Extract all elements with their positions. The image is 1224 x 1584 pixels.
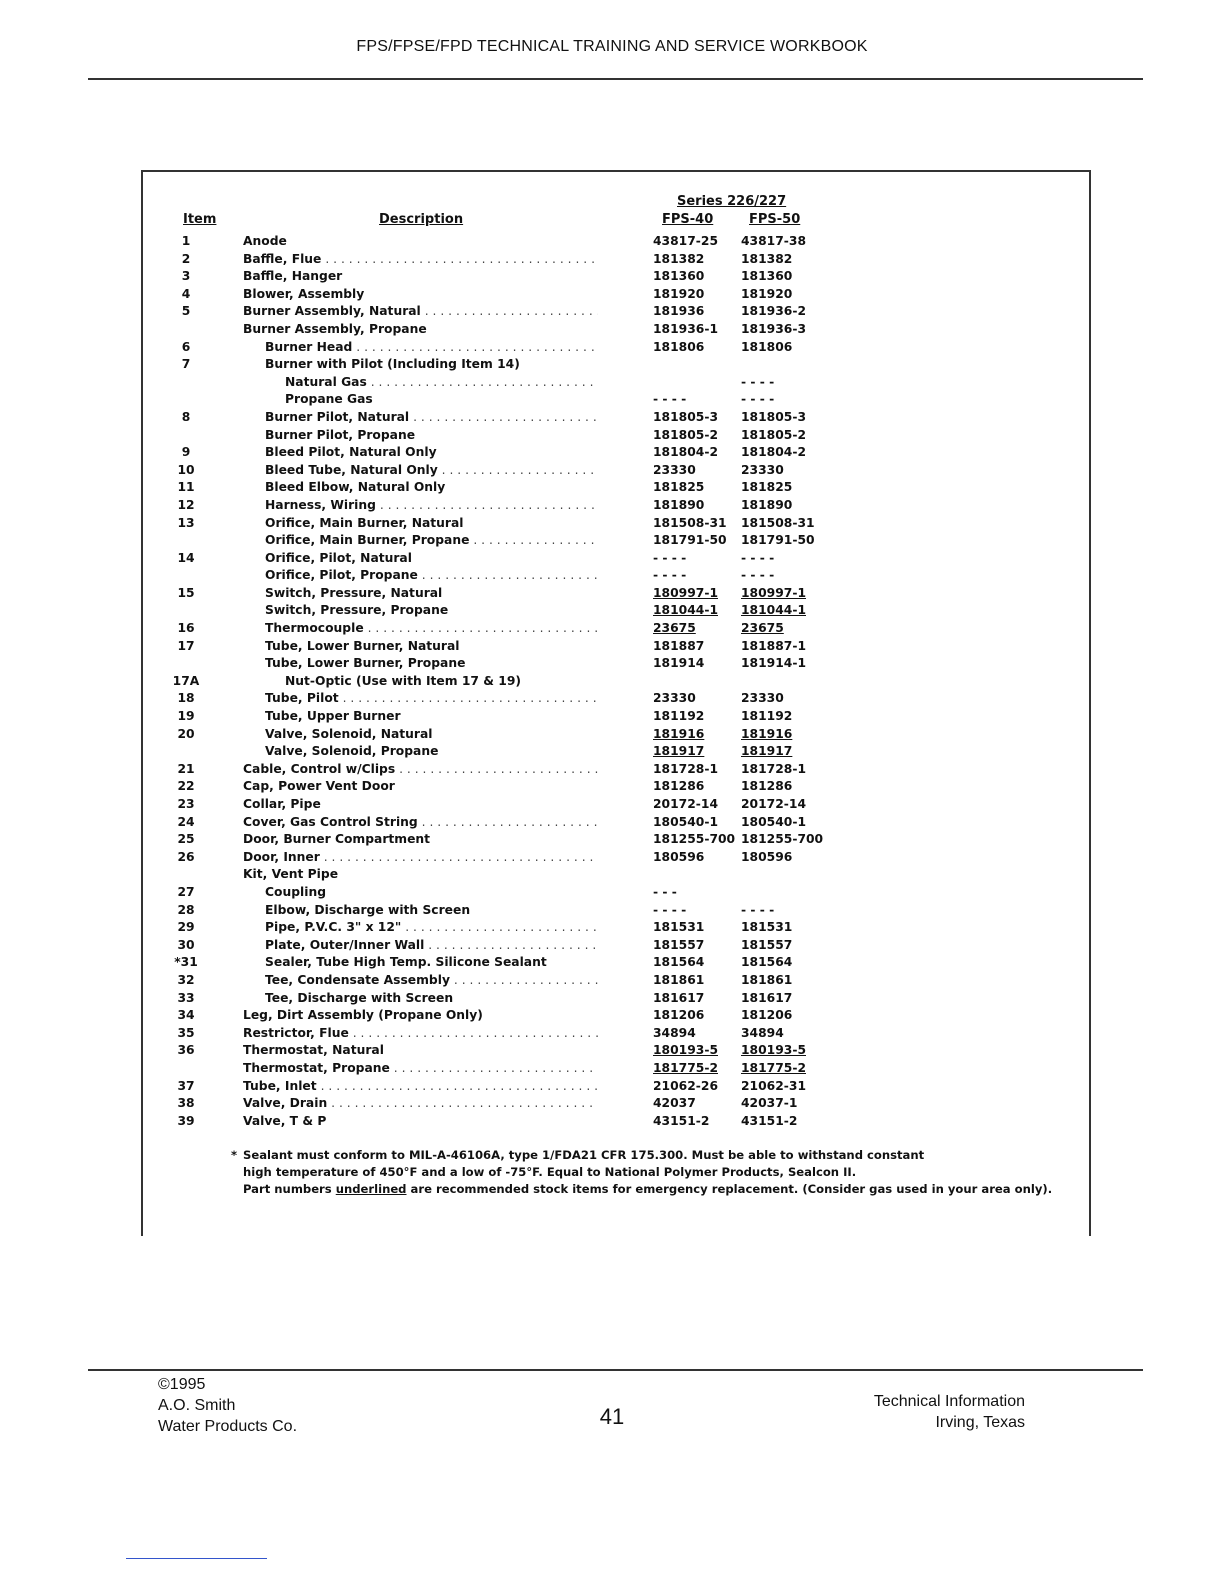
part-description: Tee, Condensate Assembly . . . (265, 972, 598, 990)
fps50-part-number: 181887-1 (741, 638, 806, 653)
footer-rule (88, 1369, 1143, 1371)
part-description: Orifice, Main Burner, Propane . . . (265, 532, 598, 550)
parts-row (143, 937, 1089, 955)
fps40-part-number: 20172-14 (653, 797, 718, 811)
fps40-part-number: 181791-50 (653, 533, 727, 548)
parts-row (143, 233, 1089, 251)
fps40-part-number: 181508-31 (653, 515, 727, 530)
item-number: 9 (181, 445, 191, 460)
fps40-part-number: 181255-700 (653, 832, 736, 847)
column-header-description: Description (379, 212, 464, 227)
parts-row (143, 831, 1089, 849)
part-description: Orifice, Pilot, Natural (265, 550, 412, 565)
parts-row (143, 778, 1089, 796)
fps40-part-number: 181044-1 (653, 603, 718, 618)
fps50-part-number: 181531 (741, 920, 793, 935)
item-number: 28 (177, 902, 195, 917)
stock-note-underlined-word: underlined (335, 1182, 407, 1196)
running-header: FPS/FPSE/FPD TECHNICAL TRAINING AND SERVICE WORKBOOK (356, 38, 868, 55)
part-description: Nut-Optic (Use with Item 17 & 19) (285, 673, 522, 688)
part-description: Burner Assembly, Natural . . . (243, 303, 598, 321)
parts-row (143, 884, 1089, 902)
part-description: Switch, Pressure, Natural (265, 585, 443, 600)
part-description: Valve, Drain . . . (243, 1095, 598, 1113)
fps50-part-number: 181286 (741, 779, 793, 794)
fps40-part-number: 181360 (653, 269, 705, 284)
fps50-part-number: 181805-3 (741, 409, 806, 424)
parts-row (143, 814, 1089, 832)
item-number: 2 (181, 251, 191, 266)
header-rule (88, 78, 1143, 80)
fps40-part-number: 181617 (653, 990, 705, 1005)
stock-note-suffix: are recommended stock items for emergency replacement. (Consider gas used in your area only). (410, 1182, 1053, 1196)
parts-row (143, 655, 1089, 673)
fps40-part-number: - - - - (653, 568, 687, 583)
item-number: 18 (177, 691, 195, 706)
fps40-part-number: 23330 (653, 691, 696, 706)
item-number: 10 (177, 462, 195, 477)
copyright: ©1995 (158, 1376, 206, 1393)
item-number: 24 (177, 814, 195, 829)
part-description: Valve, Solenoid, Propane (265, 744, 439, 759)
fps40-part-number: - - - - (653, 392, 687, 407)
fps40-part-number: 181775-2 (653, 1060, 718, 1075)
note-asterisk: * (231, 1148, 238, 1162)
item-number: 29 (177, 920, 195, 935)
fps40-part-number: 181916 (653, 726, 705, 741)
fps40-part-number: - - - (653, 884, 677, 899)
item-number: 3 (181, 269, 191, 284)
parts-row (143, 462, 1089, 480)
fps50-part-number: 181564 (741, 955, 793, 970)
fps40-part-number: 181887 (653, 638, 705, 653)
parts-row (143, 620, 1089, 638)
parts-row (143, 1113, 1089, 1131)
fps40-part-number: 181890 (653, 497, 705, 512)
fps40-part-number: 181917 (653, 744, 705, 759)
fps50-part-number: 181861 (741, 972, 793, 987)
parts-row (143, 673, 1089, 691)
parts-row (143, 919, 1089, 937)
part-description: Burner Pilot, Natural . . . (265, 409, 598, 427)
fps50-part-number: 181806 (741, 339, 793, 354)
fps50-part-number: 181255-700 (741, 832, 824, 847)
part-description: Propane Gas (285, 392, 373, 407)
fps50-part-number: 181206 (741, 1008, 793, 1023)
fps40-part-number: 181806 (653, 339, 705, 354)
fps40-part-number: 181914 (653, 656, 705, 671)
fps40-part-number: 43151-2 (653, 1113, 710, 1128)
fps40-part-number: 23675 (653, 621, 696, 636)
part-description: Orifice, Pilot, Propane . . . (265, 567, 598, 585)
parts-row (143, 690, 1089, 708)
item-number: 21 (177, 761, 195, 776)
stock-note-prefix: Part numbers (243, 1182, 332, 1196)
column-header-fps50: FPS-50 (749, 212, 801, 227)
fps40-part-number: 180193-5 (653, 1043, 718, 1058)
fps50-part-number: 21062-31 (741, 1078, 806, 1093)
fps50-part-number: 181728-1 (741, 761, 806, 776)
fps50-part-number: 181804-2 (741, 445, 806, 460)
item-number: 7 (181, 357, 191, 372)
part-description: Tube, Lower Burner, Propane (265, 656, 466, 671)
parts-row (143, 1078, 1089, 1096)
item-number: 33 (177, 990, 195, 1005)
parts-row (143, 954, 1089, 972)
fps50-part-number: 181825 (741, 480, 793, 495)
item-number: 14 (177, 550, 195, 565)
fps40-part-number: 181206 (653, 1008, 705, 1023)
fps40-part-number: 23330 (653, 462, 696, 477)
column-header-item: Item (183, 212, 217, 227)
part-description: Sealer, Tube High Temp. Silicone Sealant (265, 955, 547, 970)
part-description: Thermostat, Natural (243, 1043, 384, 1058)
column-header-fps40: FPS-40 (662, 212, 714, 227)
company-name: A.O. Smith (158, 1397, 236, 1414)
part-description: Burner Head . . . (265, 339, 598, 357)
item-number: 39 (177, 1113, 195, 1128)
fps50-part-number: 181917 (741, 744, 793, 759)
parts-row (143, 1025, 1089, 1043)
item-number: 12 (177, 497, 195, 512)
parts-row (143, 409, 1089, 427)
item-number: 22 (177, 779, 195, 794)
parts-row (143, 339, 1089, 357)
part-description: Tube, Lower Burner, Natural (265, 638, 460, 653)
sealant-note-line-2: high temperature of 450°F and a low of -75°F. Equal to National Polymer Products, Sealcon II. (243, 1165, 857, 1179)
fps50-part-number: 180540-1 (741, 814, 806, 829)
fps40-part-number: 180997-1 (653, 585, 718, 600)
part-description: Bleed Tube, Natural Only . . . (265, 462, 598, 480)
fps50-part-number: 42037-1 (741, 1096, 798, 1111)
parts-row (143, 251, 1089, 269)
item-number: 8 (181, 409, 191, 424)
part-description: Blower, Assembly (243, 286, 365, 301)
fps50-part-number: 181360 (741, 269, 793, 284)
fps50-part-number: - - - - (741, 568, 775, 583)
part-description: Pipe, P.V.C. 3" x 12" . . . (265, 919, 598, 937)
part-description: Baffle, Flue . . . (243, 251, 598, 269)
item-number: 13 (177, 515, 195, 530)
footer-right (874, 1391, 1025, 1433)
fps50-part-number: 181914-1 (741, 656, 806, 671)
item-number: 6 (181, 339, 191, 354)
item-number: 16 (177, 621, 195, 636)
part-description: Bleed Elbow, Natural Only (265, 480, 446, 495)
fps40-part-number: 42037 (653, 1096, 696, 1111)
fps40-part-number: 181936 (653, 304, 705, 319)
part-description: Valve, Solenoid, Natural (265, 726, 433, 741)
parts-row (143, 638, 1089, 656)
fps40-part-number: 180596 (653, 849, 705, 864)
item-number: 25 (177, 832, 195, 847)
department: Technical Information (873, 1393, 1025, 1410)
fps40-part-number: 181564 (653, 955, 705, 970)
item-number: 17A (172, 673, 200, 688)
item-number: 23 (177, 797, 195, 811)
fps40-part-number: 43817-25 (653, 234, 718, 248)
fps50-part-number: 181805-2 (741, 427, 806, 442)
parts-row (143, 726, 1089, 744)
part-description: Coupling (265, 884, 327, 899)
parts-row (143, 1095, 1089, 1113)
parts-notes (231, 1147, 1081, 1198)
fps50-part-number: 181791-50 (741, 533, 815, 548)
fps50-part-number: 20172-14 (741, 797, 806, 811)
part-description: Thermocouple . . . (265, 620, 598, 638)
parts-row (143, 585, 1089, 603)
fps50-part-number: 181617 (741, 990, 793, 1005)
fps50-part-number: 181936-3 (741, 321, 806, 336)
fps40-part-number: 181531 (653, 920, 705, 935)
item-number: 1 (181, 234, 191, 248)
fps50-part-number: - - - - (741, 550, 775, 565)
fps40-part-number: 181557 (653, 937, 705, 952)
fps50-part-number: 181916 (741, 726, 793, 741)
fps40-part-number: 21062-26 (653, 1078, 718, 1093)
fps40-part-number: 34894 (653, 1025, 696, 1040)
item-number: 27 (177, 884, 195, 899)
fps50-part-number: 180193-5 (741, 1043, 806, 1058)
part-description: Leg, Dirt Assembly (Propane Only) (243, 1008, 483, 1023)
fps50-part-number: 34894 (741, 1025, 784, 1040)
fps50-part-number: 180596 (741, 849, 793, 864)
fps40-part-number: - - - - (653, 550, 687, 565)
part-description: Anode (243, 234, 287, 248)
part-description: Baffle, Hanger (243, 269, 343, 284)
item-number: 30 (177, 937, 195, 952)
parts-row (143, 743, 1089, 761)
fps40-part-number: 181382 (653, 251, 705, 266)
fps50-part-number: 181557 (741, 937, 793, 952)
item-number: 20 (177, 726, 195, 741)
parts-row (143, 550, 1089, 568)
part-description: Burner Assembly, Propane (243, 321, 427, 336)
parts-row (143, 532, 1089, 550)
parts-row (143, 761, 1089, 779)
parts-row (143, 356, 1089, 374)
part-description: Tube, Upper Burner (265, 709, 401, 724)
item-number: 5 (181, 304, 191, 319)
part-description: Collar, Pipe (243, 797, 321, 811)
parts-row (143, 796, 1089, 814)
parts-row (143, 567, 1089, 585)
fps50-part-number: 23675 (741, 621, 784, 636)
parts-row (143, 849, 1089, 867)
fps50-part-number: - - - - (741, 902, 775, 917)
series-title: Series 226/227 (677, 194, 787, 209)
item-number: 15 (177, 585, 195, 600)
part-description: Plate, Outer/Inner Wall . . . (265, 937, 598, 955)
fps50-part-number: 43151-2 (741, 1113, 798, 1128)
fps40-part-number: 181861 (653, 972, 705, 987)
part-description: Door, Burner Compartment (243, 832, 431, 847)
item-number: 4 (181, 286, 191, 301)
fps50-part-number: 23330 (741, 462, 784, 477)
parts-row (143, 602, 1089, 620)
fps50-part-number: 181936-2 (741, 304, 806, 319)
item-number: 19 (177, 709, 195, 724)
part-description: Burner with Pilot (Including Item 14) (265, 357, 520, 372)
item-number: 35 (177, 1025, 195, 1040)
part-description: Kit, Vent Pipe (243, 867, 339, 882)
fps40-part-number: 181920 (653, 286, 705, 301)
part-description: Elbow, Discharge with Screen (265, 902, 471, 917)
sealant-note-line-1: Sealant must conform to MIL-A-46106A, type 1/FDA21 CFR 175.300. Must be able to withstand constant (243, 1148, 925, 1162)
part-description: Thermostat, Propane . . . (243, 1060, 598, 1078)
fps40-part-number: 181804-2 (653, 445, 718, 460)
fps50-part-number: 181890 (741, 497, 793, 512)
fps40-part-number: 181936-1 (653, 321, 718, 336)
parts-row (143, 497, 1089, 515)
part-description: Natural Gas . . . (285, 374, 598, 392)
item-number: 37 (177, 1078, 195, 1093)
fps40-part-number: 181805-3 (653, 409, 718, 424)
parts-row (143, 321, 1089, 339)
fps50-part-number: - - - - (741, 392, 775, 407)
stock-items-note (243, 1181, 1081, 1198)
fps50-part-number: 181192 (741, 709, 793, 724)
item-number: 11 (177, 480, 195, 495)
parts-rows (143, 233, 1089, 1130)
fps50-part-number: - - - - (741, 374, 775, 389)
part-description: Tee, Discharge with Screen (265, 990, 454, 1005)
fps40-part-number: - - - - (653, 902, 687, 917)
parts-row (143, 515, 1089, 533)
parts-row (143, 374, 1089, 392)
parts-row (143, 391, 1089, 409)
fps50-part-number: 43817-38 (741, 234, 806, 248)
parts-row (143, 286, 1089, 304)
parts-row (143, 479, 1089, 497)
item-number: 36 (177, 1043, 195, 1058)
parts-row (143, 1007, 1089, 1025)
parts-row (143, 303, 1089, 321)
parts-list-box (141, 170, 1091, 1236)
fps40-part-number: 180540-1 (653, 814, 718, 829)
location: Irving, Texas (935, 1414, 1025, 1431)
part-description: Burner Pilot, Propane (265, 427, 416, 442)
parts-row (143, 1060, 1089, 1078)
parts-row (143, 708, 1089, 726)
fps50-part-number: 181775-2 (741, 1060, 806, 1075)
fps50-part-number: 23330 (741, 691, 784, 706)
fps50-part-number: 181920 (741, 286, 793, 301)
scan-artifact-line (126, 1558, 267, 1559)
item-number: *31 (174, 955, 198, 970)
parts-row (143, 990, 1089, 1008)
part-description: Orifice, Main Burner, Natural (265, 515, 464, 530)
fps50-part-number: 181044-1 (741, 603, 806, 618)
company-division: Water Products Co. (158, 1418, 298, 1435)
item-number: 26 (177, 849, 195, 864)
fps50-part-number: 181508-31 (741, 515, 815, 530)
parts-row (143, 444, 1089, 462)
part-description: Tube, Inlet . . . (243, 1078, 598, 1096)
item-number: 38 (177, 1096, 195, 1111)
parts-row (143, 866, 1089, 884)
fps40-part-number: 181286 (653, 779, 705, 794)
part-description: Door, Inner . . . (243, 849, 598, 867)
fps40-part-number: 181825 (653, 480, 705, 495)
parts-row (143, 902, 1089, 920)
page-number: 41 (599, 1404, 625, 1429)
fps50-part-number: 181382 (741, 251, 793, 266)
parts-row (143, 1042, 1089, 1060)
item-number: 34 (177, 1008, 195, 1023)
part-description: Restrictor, Flue . . . (243, 1025, 598, 1043)
part-description: Cable, Control w/Clips . . . (243, 761, 598, 779)
fps40-part-number: 181728-1 (653, 761, 718, 776)
part-description: Tube, Pilot . . . (265, 690, 598, 708)
parts-row (143, 427, 1089, 445)
part-description: Cap, Power Vent Door (243, 779, 395, 794)
parts-row (143, 972, 1089, 990)
part-description: Cover, Gas Control String . . . (243, 814, 598, 832)
item-number: 32 (177, 972, 195, 987)
fps40-part-number: 181805-2 (653, 427, 718, 442)
part-description: Harness, Wiring . . . (265, 497, 598, 515)
item-number: 17 (177, 638, 195, 653)
part-description: Bleed Pilot, Natural Only (265, 445, 437, 460)
fps50-part-number: 180997-1 (741, 585, 806, 600)
part-description: Valve, T & P (243, 1113, 327, 1128)
fps40-part-number: 181192 (653, 709, 705, 724)
part-description: Switch, Pressure, Propane (265, 603, 449, 618)
parts-row (143, 268, 1089, 286)
